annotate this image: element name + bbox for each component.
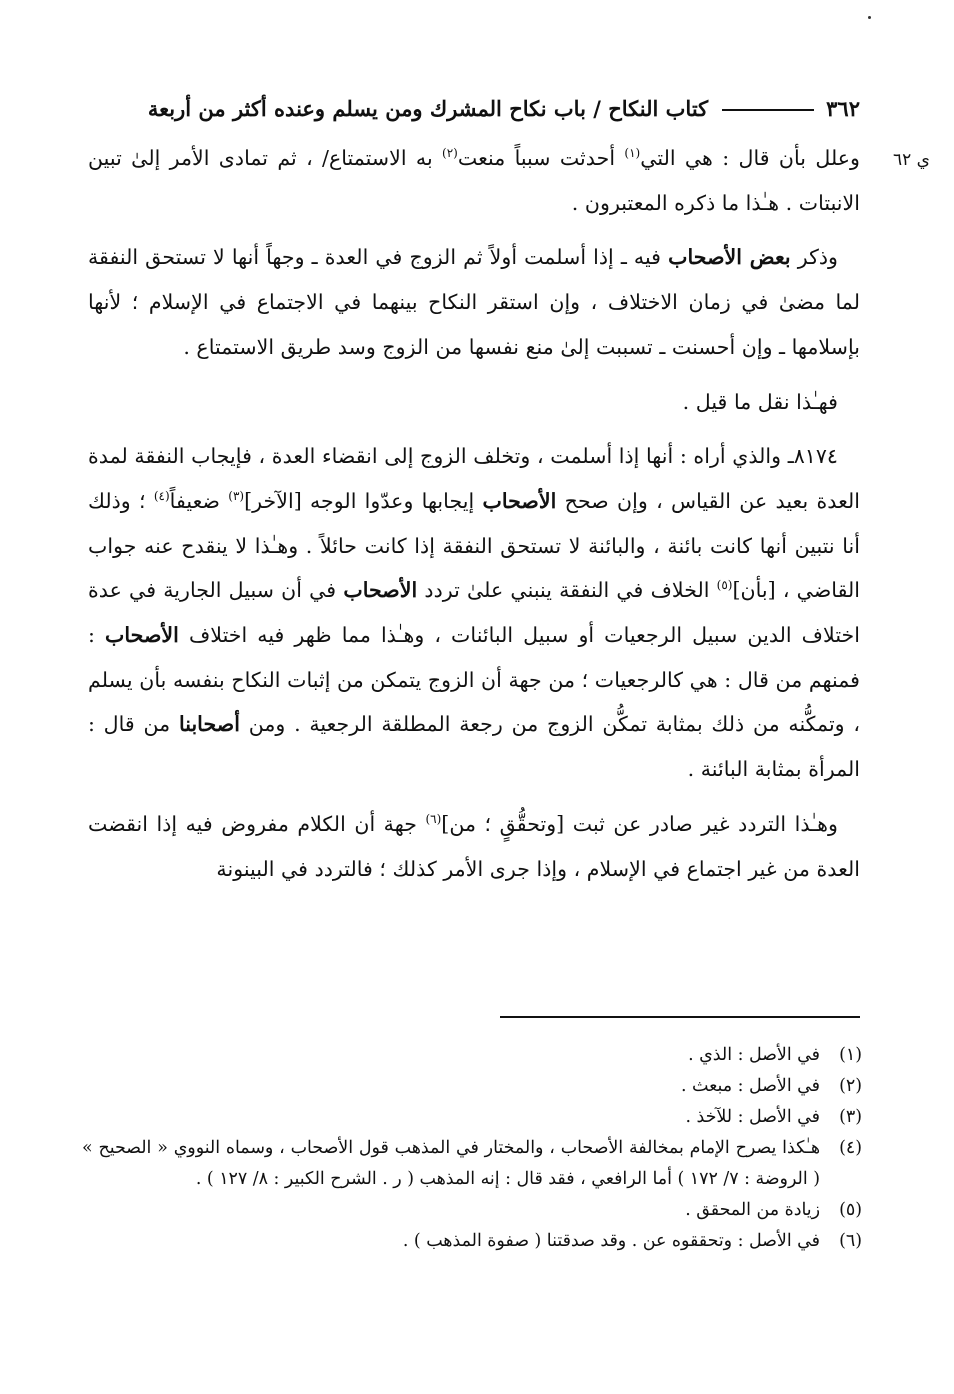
text-run: فهـٰذا نقل ما قيل . [682,389,838,414]
footnote-separator [500,1016,860,1018]
text-run: فيه ـ إذا أسلمت أولاً ثم الزوج في العدة ـ وجهاً أنها لا تستحق النفقة لما مضىٰ في زمان الاختلاف ، وإن استقر النكاح بينهما في الاجتماع في الإسلام ؛ لأنها بإسلامها ـ وإن أحسنت ـ تسببت إلىٰ منع نفسها من الزوج وسد طريق الاستمتاع . [88,245,860,359]
bold-term: الأصحاب [482,488,557,513]
footnote-number: (٢) [839,1076,862,1096]
text-run: أحدثت سبباً منعت [457,146,625,170]
paragraph-1 [88,136,860,225]
scan-speck [868,16,871,19]
bold-term: الأصحاب [104,623,179,648]
paragraph-2 [88,235,860,369]
footnote-number: (١) [839,1045,862,1065]
text-run: وهـٰذا التردد غير صادر عن ثبت [وتحقُّقٍ ؛ من] [441,811,838,836]
page-number: ٣٦٢ [826,95,860,121]
footnote [82,1040,862,1071]
footnote-number: (٣) [839,1107,862,1127]
text-run: جهة أن الكلام مفروض فيه إذا انقضت العدة من غير اجتماع في الإسلام ، وإذا جرى الأمر كذلك ؛ فالتردد في البينونة [88,811,860,881]
text-run: ؛ وذلك أنا نتبين أنها كانت بائنة ، والبائنة لا تستحق النفقة إذا كانت حائلاً . وهـٰذا لا ينقدح عنه جواب القاضي ، [بأن] [88,488,860,603]
text-run: في أن سبيل الجارية في عدة اختلاف الدين سبيل الرجعيات أو سبيل البائنات ، وهـٰذا مما ظهر فيه اختلاف [88,578,860,648]
header-rule [722,109,814,111]
footnote-text: هـٰكذا يصرح الإمام بمخالفة الأصحاب ، والمختار في المذهب قول الأصحاب ، وسماه النووي « الصحيح » ( الروضة : ٧/ ١٧٢ ) أما الرافعي ، فقد قال : إنه المذهب ( ر . الشرح الكبير : ٨/ ١٢٧ ) . [82,1138,820,1189]
text-run: : فمنهم من قال : هي كالرجعيات ؛ من جهة أن الزوج يتمكن من إثبات النكاح بنفسه بأن يسلم ، وتمكُّنه من ذلك بمثابة تمكُّن الزوج من رجعة المطلقة الرجعية . ومن [88,623,860,737]
paragraph-5 [88,802,860,891]
bold-term: الأصحاب [343,578,418,603]
text-run: وعلل بأن قال : هي التي [640,146,860,170]
footnote-text: في الأصل : للآخذ . [685,1107,820,1127]
footnote-number: (٥) [839,1200,862,1220]
footnote-marker-3: (٣) [228,489,245,504]
footnote-marker-1: (١) [624,146,641,161]
header-title: كتاب النكاح / باب نكاح المشرك ومن يسلم وعنده أكثر من أربعة [147,95,709,121]
footnote-marker-4: (٤) [153,489,170,504]
footnote-text: في الأصل : مبعث . [680,1076,820,1096]
margin-reference: ي ٦٢ [893,150,930,170]
footnote-number: (٤) [839,1138,862,1158]
footnote [82,1133,862,1195]
bold-term: أصحابنا [178,712,240,737]
footnote-number: (٦) [839,1231,862,1251]
text-run: إيجابها وعدّوا الوجه [الآخر] [244,488,483,513]
footnote-marker-6: (٦) [425,811,442,826]
footnote-text: في الأصل : وتحققوه عن . وقد صدقتنا ( صفوة المذهب ) . [402,1231,820,1251]
text-run: به الاستمتاع/ ، ثم تمادى الأمر إلىٰ تبين الانبتات . هـٰذا ما ذكره المعتبرون . [88,146,860,215]
footnote [82,1226,862,1257]
text-run: من قال : المرأة بمثابة البائنة . [88,712,860,782]
text-run: الخلاف في النفقة ينبني علىٰ تردد [417,578,717,603]
main-text [88,136,860,901]
footnotes [82,1040,862,1257]
paragraph-3 [88,380,860,425]
footnote [82,1195,862,1226]
footnote-text: في الأصل : الذي . [688,1045,820,1065]
footnote [82,1102,862,1133]
bold-term: بعض الأصحاب [668,245,791,270]
text-run: ضعيفاً [169,488,229,513]
footnote-text: زيادة من المحقق . [685,1200,820,1220]
footnote-marker-2: (٢) [442,146,458,161]
footnote [82,1071,862,1102]
text-run: وذكر [790,245,838,270]
running-header [88,90,860,126]
footnote-marker-5: (٥) [716,578,733,593]
paragraph-4 [88,434,860,792]
text-run: ٨١٧٤ـ والذي أراه : أنها إذا أسلمت ، وتخلف الزوج إلى انقضاء العدة ، فإيجاب النفقة لمدة العدة بعيد عن القياس ، وإن صحح [88,444,861,513]
